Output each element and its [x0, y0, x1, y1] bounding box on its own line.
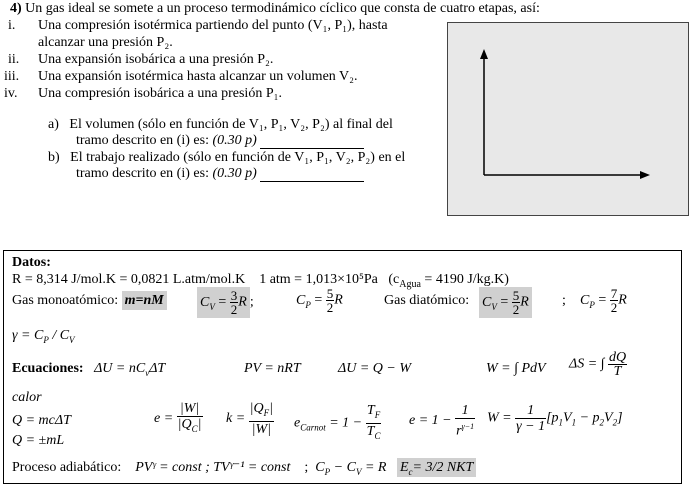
question-intro — [10, 1, 540, 17]
step-4 — [4, 86, 434, 102]
part-text: tramo descrito en (i) es: — [76, 166, 209, 181]
heat-label: calor — [12, 390, 42, 405]
step-number: iii. — [4, 69, 20, 84]
heat-eq-2: Q = ±mL — [12, 433, 65, 448]
step-number: i. — [8, 18, 16, 33]
adiabatic-eq: PVᵞ = const ; TVᵞ⁻¹ = const — [135, 460, 291, 475]
otto-eq: e = 1 − $\frac{1}{r^{\gamma-1}}$ — [409, 403, 475, 439]
entropy-eq: ΔS = ∫ $\frac{dQ}{T}$ — [569, 350, 627, 379]
part-label: a) — [48, 117, 59, 132]
axes-icon — [448, 23, 688, 215]
part-text: El volumen (sólo en función de V₁, P₁, V₂, P₂) al final del — [69, 117, 393, 132]
part-points: (0.30 p) — [212, 166, 257, 181]
answer-blank-b[interactable] — [260, 167, 364, 182]
cop-eq: k = $\frac{|Q_F|}{|W|}$ — [226, 401, 273, 437]
part-label: b) — [48, 150, 60, 165]
step-3 — [4, 69, 434, 85]
part-a — [48, 117, 443, 149]
separator: ; — [562, 293, 566, 308]
internal-energy-eq: $E_c= 3/2$ NKT — [397, 458, 476, 477]
cp-mono: $C_P$ = $\frac{5}{2}$ R — [296, 286, 343, 315]
step-text: Una expansión isotérmica hasta alcanzar un volumen V₂. — [38, 69, 358, 84]
step-number: iv. — [4, 86, 18, 101]
heat-eq-1: Q = mcΔT — [12, 413, 71, 428]
gamma-eq: $\gamma = C_P / C_V$ — [12, 328, 75, 345]
gas-constant: R = 8,314 J/mol.K = 0,0821 L.atm/mol.K — [12, 272, 246, 287]
step-text: Una expansión isobárica a una presión P₂. — [38, 52, 274, 67]
gas-types-line — [12, 293, 167, 309]
work-eq: W = ∫ PdV — [486, 361, 546, 376]
water-heat: ($c_{Agua} = 4190$ J/kg.K) — [388, 272, 509, 290]
equations-label: Ecuaciones: — [12, 361, 84, 376]
equations-line: Ecuaciones: $\Delta U = nC_v\Delta T$ — [12, 361, 166, 378]
mass-eq: m=nM — [122, 291, 167, 310]
adiabatic-work-eq: W = $\frac{1}{\gamma - 1}$ $[p_1V_1 - p_2V_2]$ — [487, 403, 623, 434]
cv-diat: $C_V$ = $\frac{5}{2}$ R — [479, 287, 532, 318]
data-box — [3, 250, 682, 484]
pv-graph-area[interactable] — [447, 22, 689, 216]
efficiency-eq: e = $\frac{|W|}{|Q_C|}$ — [154, 401, 202, 434]
step-1 — [8, 18, 438, 34]
data-heading: Datos: — [12, 255, 51, 270]
question-intro-text: Un gas ideal se somete a un proceso termodinámico cíclico que consta de cuatro etapas, así: — [25, 1, 540, 16]
step-2 — [8, 52, 438, 68]
atm-conversion: 1 atm = 1,013×10⁵Pa — [259, 272, 378, 287]
part-text: tramo descrito en (i) es: — [76, 133, 209, 148]
ideal-gas-eq: PV = nRT — [244, 361, 301, 376]
adiabatic-line: Proceso adiabático: PVᵞ = const ; TVᵞ⁻¹ = const ; $C_P - C_V = R$ $E_c= 3/2$ NKT — [12, 459, 476, 477]
constants-line — [12, 272, 509, 290]
step-1-cont — [8, 35, 438, 51]
first-law-eq: ΔU = Q − W — [338, 361, 411, 376]
carnot-eq: $e_{Carnot} = 1$ − $\frac{T_F}{T_C}$ — [294, 403, 381, 441]
cv-mono: $C_V$ = $\frac{3}{2}$ R ; — [197, 287, 254, 318]
part-b — [48, 150, 443, 182]
step-number: ii. — [8, 52, 20, 67]
adiabatic-label: Proceso adiabático: — [12, 460, 122, 475]
diat-label: Gas diatómico: — [384, 293, 470, 308]
part-text: El trabajo realizado (sólo en función de V₁, P₁, V₂, P₂) en el — [70, 150, 406, 165]
step-text: alcanzar una presión P₂. — [38, 35, 173, 50]
answer-blank-a[interactable] — [260, 134, 364, 149]
mono-label: Gas monoatómico: — [12, 293, 119, 308]
step-text: Una compresión isotérmica partiendo del punto (V₁, P₁), hasta — [38, 18, 388, 33]
question-number: 4) — [10, 1, 22, 16]
step-text: Una compresión isobárica a una presión P₁. — [38, 86, 282, 101]
cp-diat: $C_P$ = $\frac{7}{2}$ R — [580, 286, 627, 315]
part-points: (0.30 p) — [212, 133, 257, 148]
